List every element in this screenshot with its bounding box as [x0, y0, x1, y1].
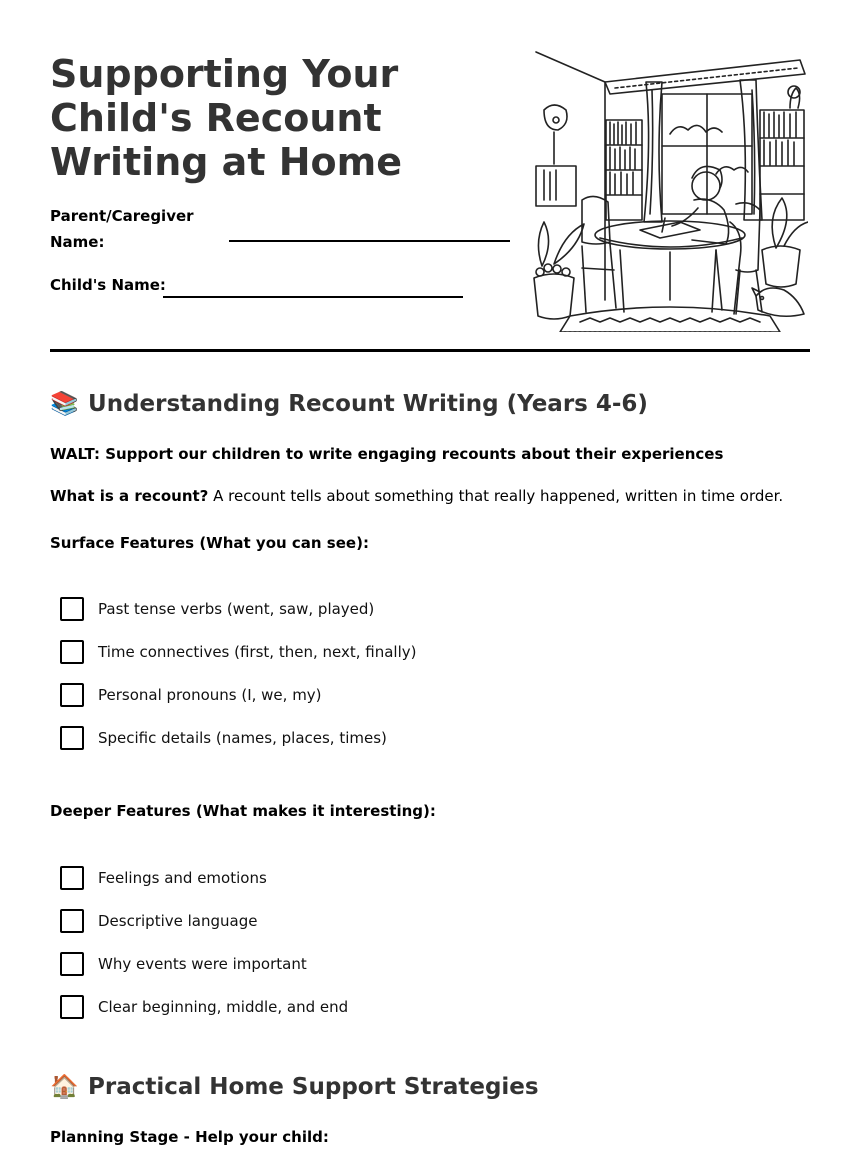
checkbox-icon[interactable]	[60, 640, 84, 664]
checklist-item	[60, 641, 416, 684]
checkbox-icon[interactable]	[60, 995, 84, 1019]
checklist-item	[60, 910, 348, 953]
practical-heading-text: Practical Home Support Strategies	[88, 1074, 539, 1100]
parent-name-field[interactable]	[229, 240, 510, 242]
checklist-item	[60, 598, 416, 641]
checklist-item-label: Descriptive language	[98, 912, 258, 930]
surface-features-checklist	[60, 598, 416, 770]
checklist-item-label: Clear beginning, middle, and end	[98, 998, 349, 1016]
checklist-item-label: Personal pronouns (I, we, my)	[98, 686, 322, 704]
checklist-item-label: Time connectives (first, then, next, finally)	[98, 643, 417, 661]
understanding-heading-text: Understanding Recount Writing (Years 4-6)	[88, 391, 648, 417]
checklist-item-label: Specific details (names, places, times)	[98, 729, 387, 747]
practical-heading	[50, 1072, 539, 1102]
child-writing-illustration	[530, 50, 808, 332]
checklist-item-label: Past tense verbs (went, saw, played)	[98, 600, 375, 618]
checklist-item	[60, 996, 348, 1039]
checkbox-icon[interactable]	[60, 909, 84, 933]
deeper-features-checklist	[60, 867, 348, 1039]
parent-name-label	[50, 203, 194, 255]
checkbox-icon[interactable]	[60, 683, 84, 707]
child-name-field[interactable]	[163, 296, 463, 298]
checklist-item	[60, 867, 348, 910]
checklist-item-label: Why events were important	[98, 955, 307, 973]
walt-statement: WALT: Support our children to write engaging recounts about their experiences	[50, 445, 724, 463]
checklist-item	[60, 684, 416, 727]
recount-definition-label: What is a recount?	[50, 487, 209, 505]
checkbox-icon[interactable]	[60, 866, 84, 890]
checklist-item	[60, 953, 348, 996]
house-icon: 🏠	[50, 1074, 79, 1100]
recount-definition	[50, 485, 783, 507]
books-icon: 📚	[50, 391, 79, 417]
checklist-item	[60, 727, 416, 770]
checkbox-icon[interactable]	[60, 597, 84, 621]
understanding-heading	[50, 389, 648, 419]
checkbox-icon[interactable]	[60, 952, 84, 976]
page-title: Supporting Your Child's Recount Writing at Home	[50, 52, 403, 184]
checklist-item-label: Feelings and emotions	[98, 869, 267, 887]
surface-features-heading: Surface Features (What you can see):	[50, 534, 369, 552]
parent-name-label-line1: Parent/Caregiver	[50, 207, 194, 225]
parent-name-label-line2: Name:	[50, 233, 105, 251]
child-name-label: Child's Name:	[50, 276, 166, 294]
recount-definition-text: A recount tells about something that really happened, written in time order.	[208, 487, 784, 505]
deeper-features-heading: Deeper Features (What makes it interesting):	[50, 802, 436, 820]
planning-stage-heading: Planning Stage - Help your child:	[50, 1128, 329, 1146]
header-divider	[50, 349, 810, 352]
checkbox-icon[interactable]	[60, 726, 84, 750]
